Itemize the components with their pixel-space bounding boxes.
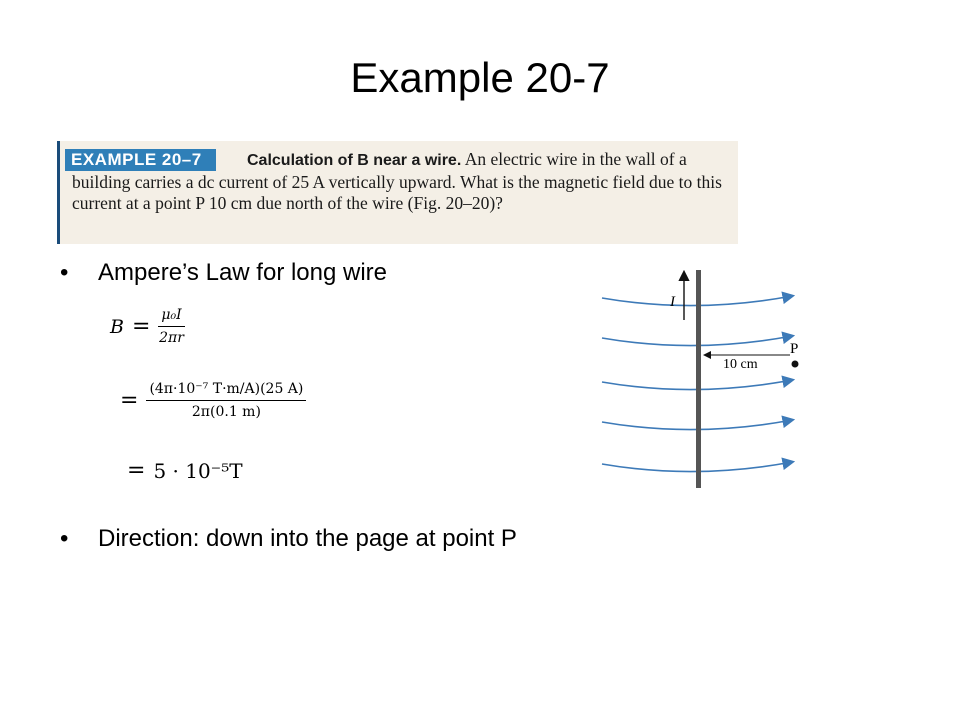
distance-label: 10 cm (723, 357, 758, 372)
problem-body: An electric wire in the wall of a building carries a dc current of 25 A vertically upward. What is the magnetic field due to this current at a point P 10 cm due north of the wire (Fig. 20–20)? (72, 149, 722, 213)
problem-lead: Calculation of B near a wire. (247, 152, 462, 169)
equals-sign: = (131, 314, 151, 339)
equation-result (127, 458, 243, 483)
point-p-marker (792, 361, 799, 368)
equation-lhs: B (110, 315, 124, 338)
equation-substitution (120, 380, 306, 421)
bullet-text: Direction: down into the page at point P (98, 525, 517, 552)
fraction-denominator: 2π(0.1 m) (191, 404, 261, 420)
equation-formula (110, 306, 185, 347)
fraction-denominator: 2πr (159, 330, 184, 346)
equals-sign: = (127, 458, 146, 483)
current-label: I (670, 294, 675, 310)
wire (696, 270, 701, 488)
equals-sign: = (120, 388, 139, 413)
bullet-direction (60, 524, 517, 554)
point-label: P (790, 341, 799, 357)
bullet-ampere-law (60, 258, 387, 288)
fraction-numerator: (4π·10⁻⁷ T·m/A)(25 A) (146, 380, 306, 401)
bullet-icon: • (60, 259, 69, 286)
result-value: 5 · 10⁻⁵T (153, 458, 243, 483)
bullet-text: Ampere’s Law for long wire (98, 259, 388, 286)
example-tag: EXAMPLE 20–7 (65, 149, 216, 171)
textbook-excerpt (57, 141, 738, 244)
fraction-formula (158, 306, 184, 347)
fraction-substitution (146, 380, 306, 421)
bullet-icon: • (60, 525, 69, 552)
fraction-numerator: μ₀I (158, 306, 184, 327)
slide-title: Example 20-7 (350, 54, 610, 101)
problem-statement (72, 149, 734, 215)
wire-field-diagram (590, 262, 810, 492)
